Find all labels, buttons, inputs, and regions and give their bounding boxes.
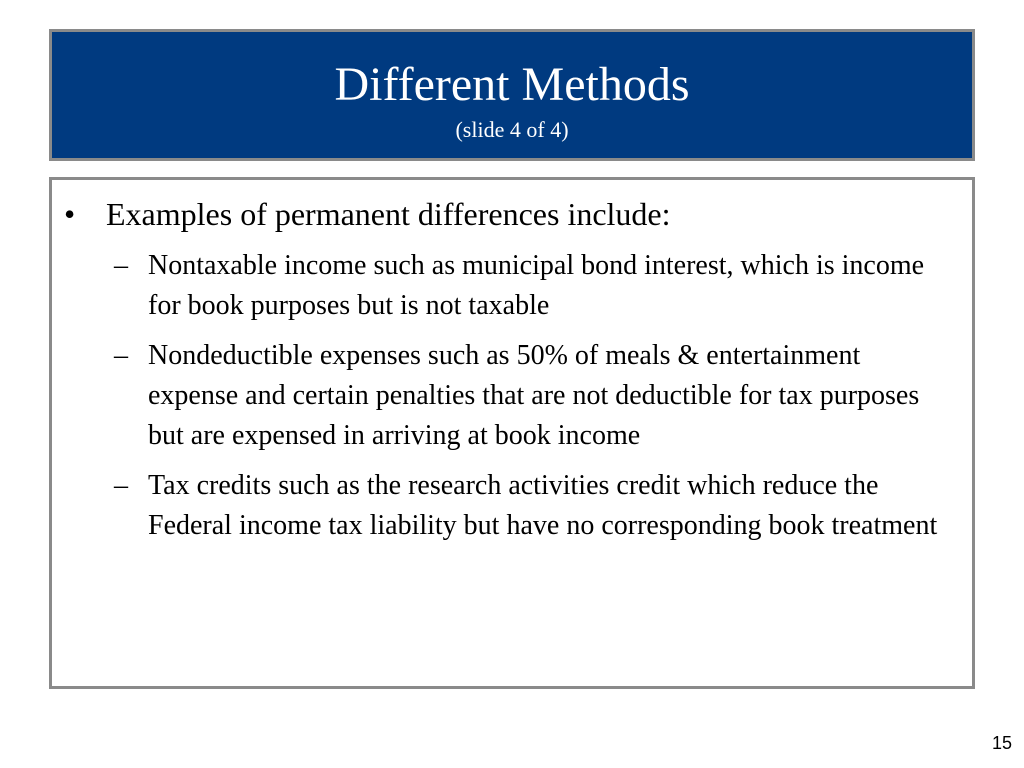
bullet-item xyxy=(64,194,954,234)
sub-bullet-text: Tax credits such as the research activities credit which reduce the Federal income tax liability but have no corresponding book treatment xyxy=(148,470,938,541)
sub-bullet-item xyxy=(114,246,956,326)
bullet-text: Examples of permanent differences include: xyxy=(106,196,671,232)
dash-marker: – xyxy=(114,250,128,281)
content-box xyxy=(49,177,975,689)
sub-bullet-list xyxy=(114,246,956,556)
sub-bullet-item xyxy=(114,466,956,546)
slide-subtitle: (slide 4 of 4) xyxy=(455,117,569,142)
sub-bullet-item xyxy=(114,336,956,456)
slide-number: 15 xyxy=(991,733,1012,753)
sub-bullet-text: Nondeductible expenses such as 50% of meals & entertainment expense and certain penalties that are not deductible for tax purposes but are expensed in arriving at book income xyxy=(148,340,920,451)
title-banner xyxy=(49,29,975,161)
dash-marker: – xyxy=(114,340,128,371)
dash-marker: – xyxy=(114,470,128,501)
slide-title: Different Methods xyxy=(334,58,690,111)
bullet-marker: • xyxy=(64,196,76,232)
sub-bullet-text: Nontaxable income such as municipal bond interest, which is income for book purposes but is not taxable xyxy=(148,250,925,321)
